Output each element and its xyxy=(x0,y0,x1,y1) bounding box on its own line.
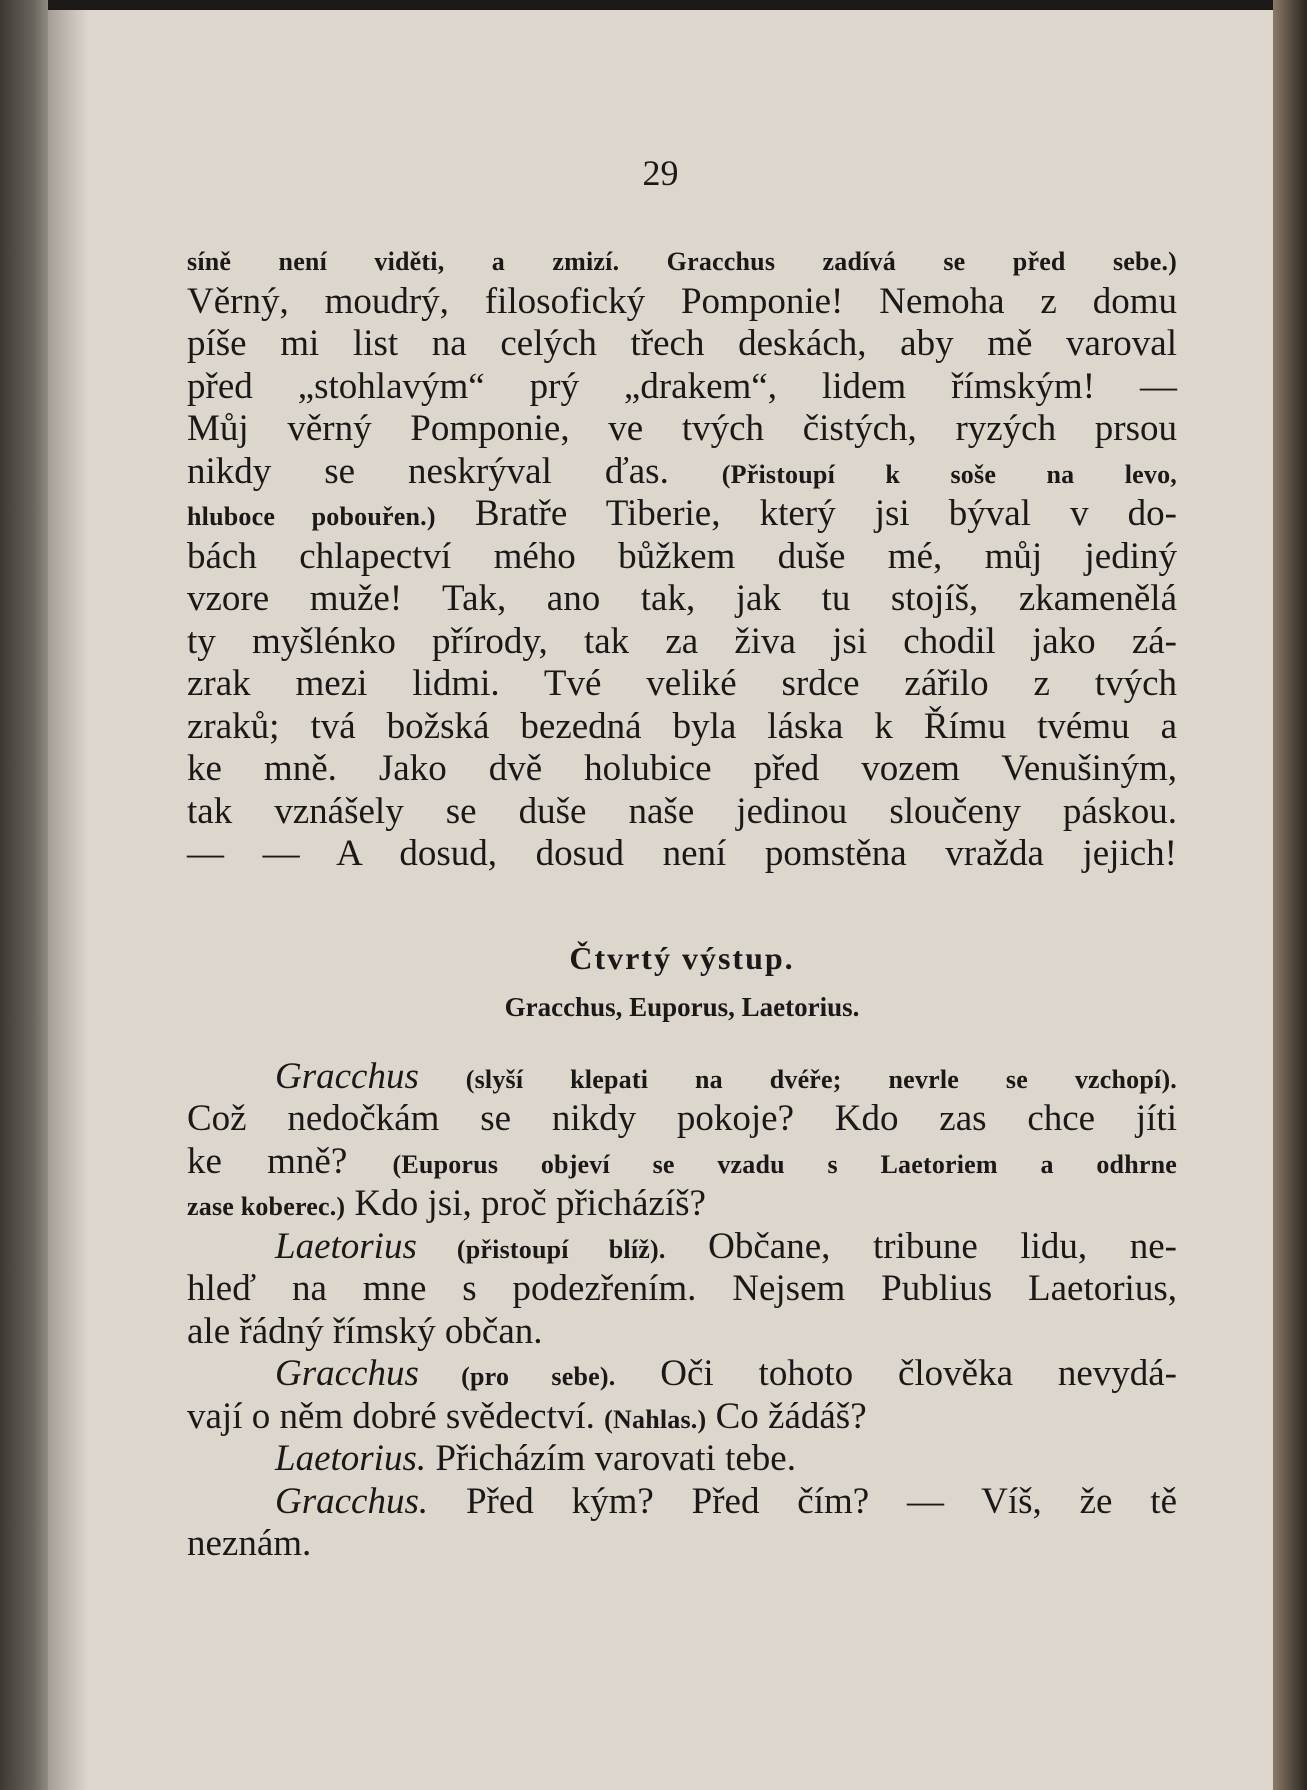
line-text: Občane, tribune lidu, ne- xyxy=(665,1225,1177,1267)
text-line xyxy=(187,1311,1177,1354)
scene-title: Čtvrtý výstup. xyxy=(569,939,795,976)
line-text: Co žádáš? xyxy=(706,1395,867,1437)
speaker-name: Laetorius xyxy=(275,1225,417,1267)
text-line xyxy=(187,1438,1177,1481)
line-text: zrak mezi lidmi. Tvé veliké srdce zářilo z tvých xyxy=(187,663,1177,704)
line-text: — — A dosud, dosud není pomstěna vražda jejich! xyxy=(187,833,1177,874)
text-line xyxy=(187,451,1177,494)
line-text: ty myšlénko přírody, tak za živa jsi chodil jako zá- xyxy=(187,620,1177,662)
page-number: 29 xyxy=(642,153,679,193)
line-text: Bratře Tiberie, který jsi býval v do- xyxy=(435,493,1177,534)
line-text: ke mně? xyxy=(187,1140,393,1182)
line-text: vají o něm dobré svědectví. xyxy=(187,1395,605,1437)
line-text: tak vznášely se duše naše jedinou sloučeny páskou. xyxy=(187,790,1177,832)
section-spacer xyxy=(187,876,1177,934)
line-text: zraků; tvá božská bezedná byla láska k Římu tvému a xyxy=(187,705,1177,747)
dialogue xyxy=(187,1056,1177,1566)
cast-list: Gracchus, Euporus, Laetorius. xyxy=(504,991,860,1022)
text-line xyxy=(187,238,1177,281)
scene-heading-row xyxy=(187,934,1177,982)
text-line xyxy=(187,748,1177,791)
line-text: neznám. xyxy=(187,1523,312,1564)
line-text: Přicházím varovati tebe. xyxy=(426,1438,796,1479)
text-line xyxy=(187,833,1177,876)
speaker-name: Laetorius. xyxy=(275,1438,427,1479)
cast-list-row xyxy=(187,982,1177,1028)
text-line xyxy=(187,408,1177,451)
line-text: před „stohlavým“ prý „drakem“, lidem římským! — xyxy=(187,365,1177,407)
text-line xyxy=(187,1523,1177,1566)
line-text: Kdo jsi, proč přicházíš? xyxy=(345,1183,706,1224)
text-line xyxy=(187,578,1177,621)
book-gutter-shadow xyxy=(0,0,48,1790)
book-page xyxy=(48,10,1273,1790)
text-line xyxy=(187,1481,1177,1524)
text-line xyxy=(187,1268,1177,1311)
text-line xyxy=(187,663,1177,706)
text-line xyxy=(187,366,1177,409)
stage-direction: (Euporus objeví se vzadu s Laetoriem a odhrne xyxy=(392,1149,1177,1179)
line-text: Věrný, moudrý, filosofický Pomponie! Nemoha z domu xyxy=(187,280,1177,322)
page-edge-shadow xyxy=(1273,0,1307,1790)
text-line xyxy=(187,493,1177,536)
text-line xyxy=(187,1183,1177,1226)
text-line xyxy=(187,621,1177,664)
line-text: nikdy se neskrýval ďas. xyxy=(187,450,722,492)
text-line xyxy=(187,706,1177,749)
text-line xyxy=(187,1353,1177,1396)
stage-direction: (slyší klepati na dvéře; nevrle se vzchopí). xyxy=(418,1064,1177,1094)
speaker-name: Gracchus. xyxy=(275,1480,429,1522)
text-line xyxy=(187,323,1177,366)
line-text: bách chlapectví mého bůžkem duše mé, můj jediný xyxy=(187,535,1177,577)
line-text: vzore muže! Tak, ano tak, jak tu stojíš, zkamenělá xyxy=(187,578,1177,619)
line-text: Před kým? Před čím? — Víš, že tě xyxy=(428,1480,1177,1522)
line-text: ke mně. Jako dvě holubice před vozem Venušiným, xyxy=(187,748,1177,789)
speaker-name: Gracchus xyxy=(275,1055,419,1097)
line-text: ale řádný římský občan. xyxy=(187,1310,543,1352)
text-line xyxy=(187,1396,1177,1439)
stage-direction: (pro sebe). xyxy=(418,1362,616,1391)
line-text: píše mi list na celých třech deskách, aby mě varoval xyxy=(187,323,1177,364)
stage-direction: síně není viděti, a zmizí. Gracchus zadívá se před sebe.) xyxy=(187,247,1177,276)
line-text: Můj věrný Pomponie, ve tvých čistých, ryzých prsou xyxy=(187,408,1177,449)
text-line xyxy=(187,791,1177,834)
section-spacer xyxy=(187,1028,1177,1056)
text-line xyxy=(187,1226,1177,1269)
text-line xyxy=(187,281,1177,324)
line-text: hleď na mne s podezřením. Nejsem Publius Laetorius, xyxy=(187,1268,1177,1309)
speaker-name: Gracchus xyxy=(275,1353,419,1394)
stage-direction: zase koberec.) xyxy=(187,1192,346,1221)
stage-direction: (Přistoupí k soše na levo, xyxy=(721,459,1178,489)
stage-direction: (přistoupí blíž). xyxy=(416,1234,666,1264)
text-line xyxy=(187,1056,1177,1099)
text-line xyxy=(187,1141,1177,1184)
line-text: Což nedočkám se nikdy pokoje? Kdo zas chce jíti xyxy=(187,1098,1177,1139)
text-block xyxy=(187,238,1177,1566)
text-line xyxy=(187,536,1177,579)
text-line xyxy=(187,1098,1177,1141)
stage-direction: (Nahlas.) xyxy=(604,1404,707,1434)
line-text: Oči tohoto člověka nevydá- xyxy=(615,1353,1177,1394)
monologue xyxy=(187,238,1177,876)
stage-direction: hluboce pobouřen.) xyxy=(187,502,436,531)
